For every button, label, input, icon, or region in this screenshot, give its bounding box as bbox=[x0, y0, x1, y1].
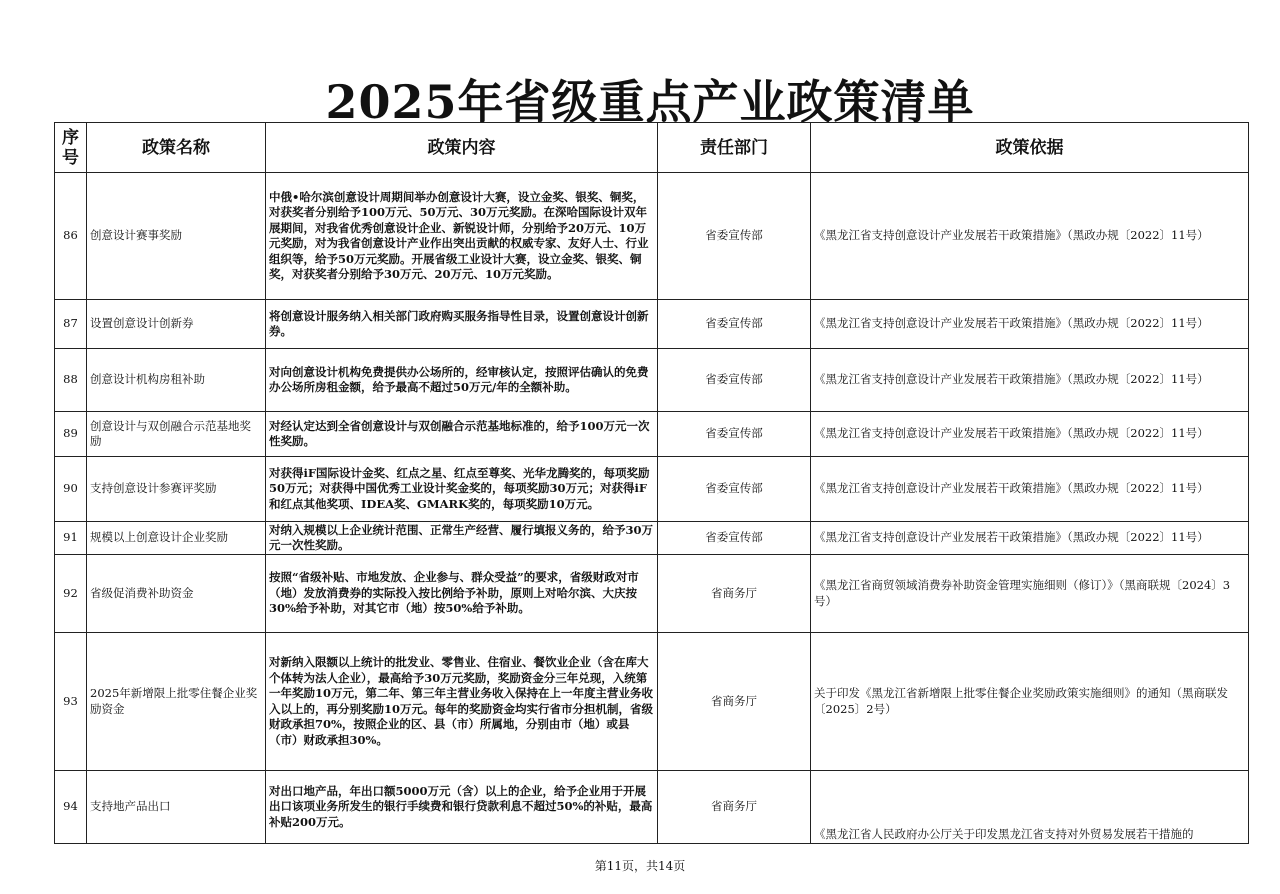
table-row bbox=[55, 173, 1249, 300]
row-number: 94 bbox=[55, 771, 87, 844]
row-number: 90 bbox=[55, 457, 87, 522]
policy-content: 按照“省级补贴、市地发放、企业参与、群众受益”的要求，省级财政对市（地）发放消费券的实际投入按比例给予补助，原则上对哈尔滨、大庆按30%给予补助，对其它市（地）按50%给予补助。 bbox=[266, 555, 658, 633]
policy-content: 对出口地产品，年出口额5000万元（含）以上的企业，给予企业用于开展出口该项业务所发生的银行手续费和银行贷款利息不超过50%的补贴，最高补贴200万元。 bbox=[266, 771, 658, 844]
row-number: 89 bbox=[55, 412, 87, 457]
department: 省商务厅 bbox=[658, 771, 811, 844]
policy-content: 对经认定达到全省创意设计与双创融合示范基地标准的，给予100万元一次性奖励。 bbox=[266, 412, 658, 457]
header-content: 政策内容 bbox=[266, 123, 658, 173]
policy-basis: 《黑龙江省商贸领域消费券补助资金管理实施细则（修订）》（黑商联规〔2024〕3号） bbox=[811, 555, 1249, 633]
department: 省委宣传部 bbox=[658, 349, 811, 412]
policy-name: 创意设计赛事奖励 bbox=[87, 173, 266, 300]
page-title: 2025年省级重点产业政策清单 bbox=[325, 75, 975, 129]
policy-name: 创意设计与双创融合示范基地奖励 bbox=[87, 412, 266, 457]
row-number: 88 bbox=[55, 349, 87, 412]
header-number: 序号 bbox=[55, 123, 87, 173]
policy-basis: 《黑龙江省支持创意设计产业发展若干政策措施》（黑政办规〔2022〕11号） bbox=[811, 522, 1249, 555]
table-row bbox=[55, 412, 1249, 457]
table-row bbox=[55, 522, 1249, 555]
policy-content: 对新纳入限额以上统计的批发业、零售业、住宿业、餐饮业企业（含在库大个体转为法人企业），最高给予30万元奖励，奖励资金分三年兑现，入统第一年奖励10万元，第二年、第三年主营业务收入保持在上一年度主营业务收入以上的，再分别奖励10万元。每年的奖励资金均实行省市分担机制，省级财政承担70%，按照企业的区、县（市）所属地，分别由市（地）或县（市）财政承担30%。 bbox=[266, 633, 658, 771]
policy-content: 中俄•哈尔滨创意设计周期间举办创意设计大赛，设立金奖、银奖、铜奖，对获奖者分别给予100万元、50万元、30万元奖励。在深哈国际设计双年展期间，对我省优秀创意设计企业、新锐设计师，分别给予20万元、10万元奖励，对为我省创意设计产业作出突出贡献的权威专家、友好人士、行业组织等，给予50万元奖励。开展省级工业设计大赛，设立金奖、银奖、铜奖，对获奖者分别给予30万元、20万元、10万元奖励。 bbox=[266, 173, 658, 300]
department: 省委宣传部 bbox=[658, 412, 811, 457]
policy-basis: 《黑龙江省支持创意设计产业发展若干政策措施》（黑政办规〔2022〕11号） bbox=[811, 457, 1249, 522]
table-row bbox=[55, 555, 1249, 633]
policy-content: 将创意设计服务纳入相关部门政府购买服务指导性目录，设置创意设计创新券。 bbox=[266, 300, 658, 349]
header-department: 责任部门 bbox=[658, 123, 811, 173]
policy-name: 规模以上创意设计企业奖励 bbox=[87, 522, 266, 555]
policy-name: 支持创意设计参赛评奖励 bbox=[87, 457, 266, 522]
row-number: 91 bbox=[55, 522, 87, 555]
row-number: 92 bbox=[55, 555, 87, 633]
row-number: 86 bbox=[55, 173, 87, 300]
table-row bbox=[55, 633, 1249, 771]
page-footer: 第11页，共14页 bbox=[594, 859, 686, 873]
policy-basis: 《黑龙江省支持创意设计产业发展若干政策措施》（黑政办规〔2022〕11号） bbox=[811, 300, 1249, 349]
policy-name: 支持地产品出口 bbox=[87, 771, 266, 844]
table-row bbox=[55, 771, 1249, 844]
header-name: 政策名称 bbox=[87, 123, 266, 173]
table-row bbox=[55, 349, 1249, 412]
table-header-row bbox=[55, 123, 1249, 173]
policy-basis-text: 《黑龙江省人民政府办公厅关于印发黑龙江省支持对外贸易发展若干措施的 bbox=[814, 827, 1194, 841]
table-row bbox=[55, 457, 1249, 522]
header-basis: 政策依据 bbox=[811, 123, 1249, 173]
department: 省商务厅 bbox=[658, 555, 811, 633]
row-number: 87 bbox=[55, 300, 87, 349]
policy-name: 设置创意设计创新券 bbox=[87, 300, 266, 349]
policy-name: 2025年新增限上批零住餐企业奖励资金 bbox=[87, 633, 266, 771]
department: 省商务厅 bbox=[658, 633, 811, 771]
policy-name: 省级促消费补助资金 bbox=[87, 555, 266, 633]
department: 省委宣传部 bbox=[658, 173, 811, 300]
policy-content: 对纳入规模以上企业统计范围、正常生产经营、履行填报义务的，给予30万元一次性奖励。 bbox=[266, 522, 658, 555]
policy-basis: 《黑龙江省支持创意设计产业发展若干政策措施》（黑政办规〔2022〕11号） bbox=[811, 349, 1249, 412]
table-row bbox=[55, 300, 1249, 349]
policy-name: 创意设计机构房租补助 bbox=[87, 349, 266, 412]
policy-content: 对向创意设计机构免费提供办公场所的，经审核认定，按照评估确认的免费办公场所房租金额，给予最高不超过50万元/年的全额补助。 bbox=[266, 349, 658, 412]
policy-basis: 关于印发《黑龙江省新增限上批零住餐企业奖励政策实施细则》的通知（黑商联发〔2025〕2号） bbox=[811, 633, 1249, 771]
department: 省委宣传部 bbox=[658, 457, 811, 522]
department: 省委宣传部 bbox=[658, 522, 811, 555]
policy-content: 对获得iF国际设计金奖、红点之星、红点至尊奖、光华龙腾奖的，每项奖励50万元；对获得中国优秀工业设计奖金奖的，每项奖励30万元；对获得iF和红点其他奖项、IDEA奖、GMARK奖的，每项奖励10万元。 bbox=[266, 457, 658, 522]
policy-table bbox=[54, 122, 1249, 844]
row-number: 93 bbox=[55, 633, 87, 771]
policy-basis bbox=[811, 771, 1249, 844]
policy-basis: 《黑龙江省支持创意设计产业发展若干政策措施》（黑政办规〔2022〕11号） bbox=[811, 173, 1249, 300]
department: 省委宣传部 bbox=[658, 300, 811, 349]
policy-basis: 《黑龙江省支持创意设计产业发展若干政策措施》（黑政办规〔2022〕11号） bbox=[811, 412, 1249, 457]
